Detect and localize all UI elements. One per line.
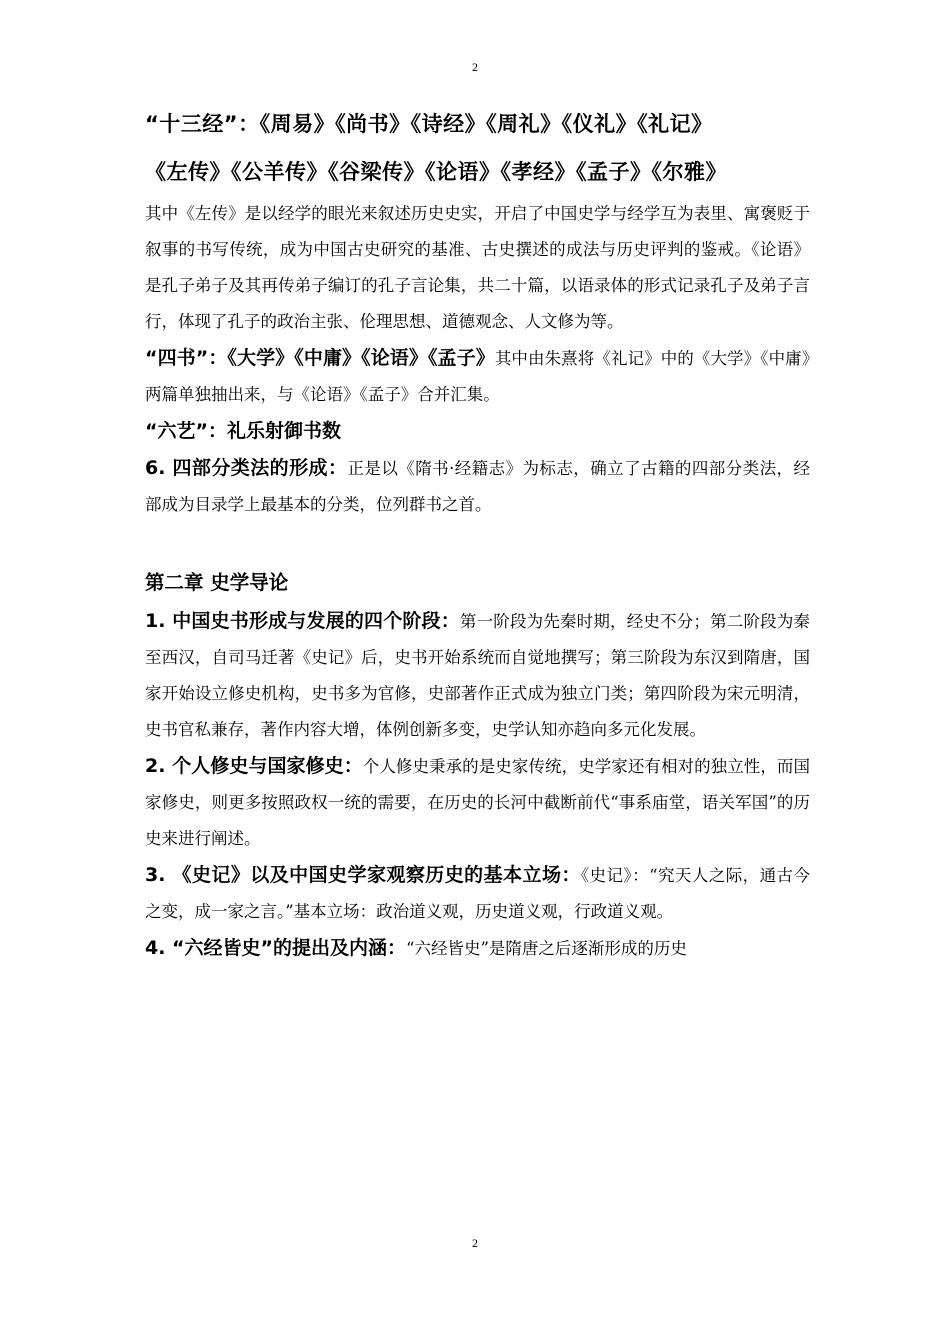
chapter2-item-2 (145, 748, 810, 857)
four-books-description: 其中由朱熹将《礼记》中的《大学》《中庸》两篇单独抽出来，与《论语》《孟子》合并汇集。 (145, 349, 810, 404)
item6-heading: 6. 四部分类法的形成： (145, 457, 348, 479)
chapter2-item-1 (145, 603, 810, 748)
chapter2-item-3 (145, 857, 810, 930)
document-body (145, 100, 810, 967)
chapter-title: 第二章 史学导论 (145, 571, 289, 594)
chapter2-item-4-heading: 4. “六经皆史”的提出及内涵： (145, 937, 407, 959)
chapter2-item-4-description: “六经皆史”是隋唐之后逐渐形成的历史 (406, 939, 687, 958)
thirteen-classics-heading-line2: 《左传》《公羊传》《谷梁传》《论语》《孝经》《孟子》《尔雅》 (145, 160, 727, 184)
page-number-bottom: 2 (472, 1236, 478, 1250)
item6-description: 正是以《隋书·经籍志》为标志，确立了古籍的四部分类法，经部成为目录学上最基本的分类，位列群书之首。 (145, 459, 810, 514)
chapter2-item-3-heading: 3. 《史记》以及中国史学家观察历史的基本立场： (145, 864, 581, 886)
six-arts-paragraph (145, 413, 810, 450)
chapter2-item-1-heading: 1. 中国史书形成与发展的四个阶段： (145, 610, 460, 632)
thirteen-classics-heading-line1: “十三经”：《周易》《尚书》《诗经》《周礼》《仪礼》《礼记》 (145, 112, 713, 136)
chapter2-item-2-description: 个人修史秉承的是史家传统，史学家还有相对的独立性，而国家修史，则更多按照政权一统的需要，在历史的长河中截断前代“事系庙堂，语关军国”的历史来进行阐述。 (145, 757, 810, 848)
four-books-paragraph (145, 340, 810, 413)
thirteen-classics-description: 其中《左传》是以经学的眼光来叙述历史史实，开启了中国史学与经学互为表里、寓褒贬于叙事的书写传统，成为中国古史研究的基准、古史撰述的成法与历史评判的鉴戒。《论语》是孔子弟子及其再传弟子编订的孔子言论集，共二十篇，以语录体的形式记录孔子及弟子言行，体现了孔子的政治主张、伦理思想、道德观念、人文修为等。 (145, 204, 810, 331)
item6-paragraph (145, 450, 810, 523)
page-number-top: 2 (472, 60, 478, 74)
chapter2-item-4 (145, 930, 810, 967)
four-books-heading: “四书”：《大学》《中庸》《论语》《孟子》 (145, 347, 495, 369)
chapter2-item-3-description: 《史记》：“究天人之际，通古今之变，成一家之言。”基本立场：政治道义观，历史道义观，行政道义观。 (145, 866, 811, 921)
chapter2-item-1-description: 第一阶段为先秦时期，经史不分；第二阶段为秦至西汉，自司马迁著《史记》后，史书开始系统而自觉地撰写；第三阶段为东汉到隋唐，国家开始设立修史机构，史书多为官修，史部著作正式成为独立门类；第四阶段为宋元明清，史书官私兼存，著作内容大增，体例创新多变，史学认知亦趋向多元化发展。 (145, 612, 810, 739)
chapter2-item-2-heading: 2. 个人修史与国家修史： (145, 755, 363, 777)
six-arts-heading: “六艺”：礼乐射御书数 (145, 420, 341, 442)
section-gap (145, 523, 810, 563)
